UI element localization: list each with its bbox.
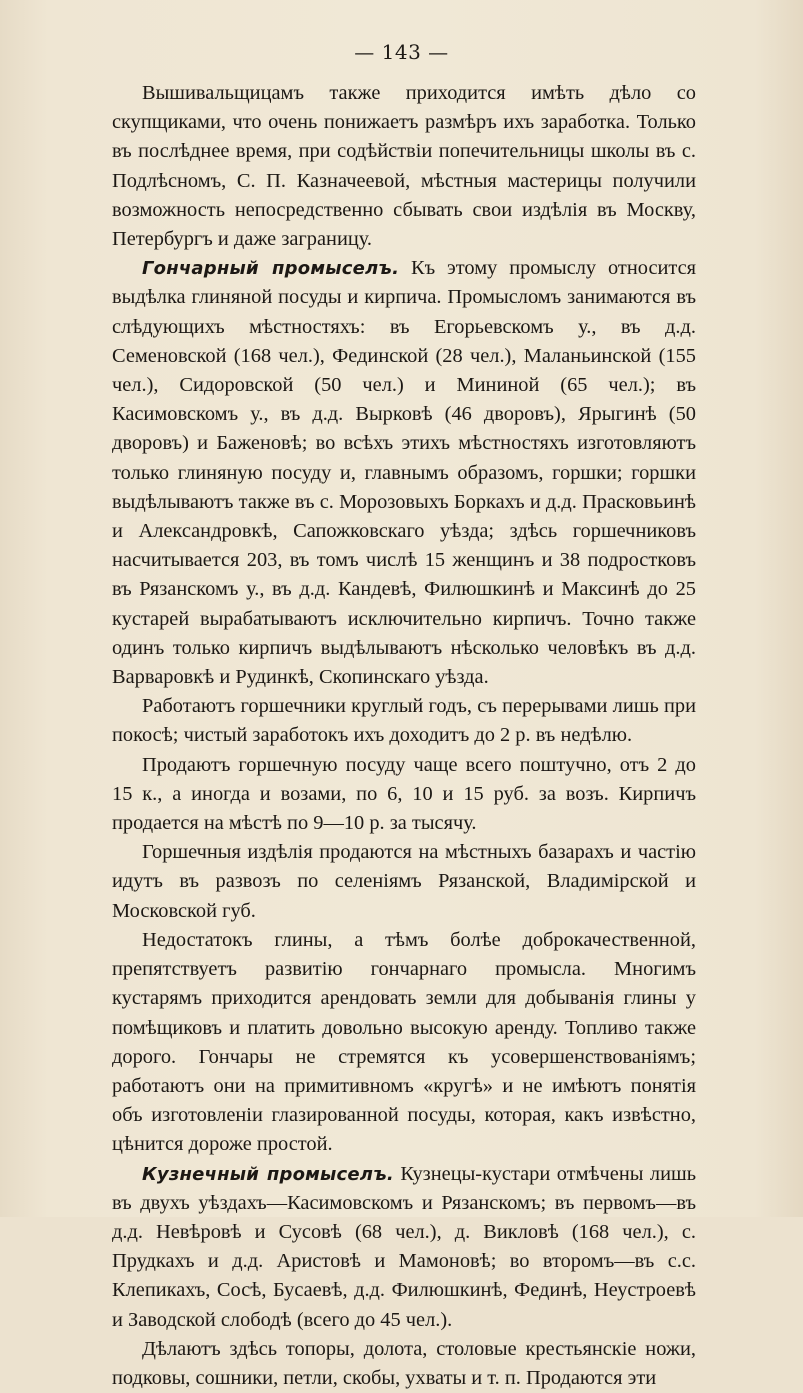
paragraph-embroidery: Вышивальщицамъ также приходится имѣть дѣло со скупщиками, что очень понижаетъ размѣръ ихъ заработка. Только въ послѣднее время, при содѣйствiи попечительницы школы въ с. Подлѣсномъ, С. П. Казначеевой, мѣстныя мастерицы получили возможность непосредственно сбывать свои издѣлiя въ Москву, Петербургъ и даже заграницу. — [112, 82, 696, 251]
paragraph-potters-work: Работаютъ горшечники круглый годъ, съ перерывами лишь при покосѣ; чистый заработокъ ихъ доходитъ до 2 р. въ недѣлю. — [112, 695, 696, 747]
paragraph-pottery — [112, 254, 696, 692]
paragraph-blacksmith — [112, 1160, 696, 1335]
paragraph-pottery-sales: Продаютъ горшечную посуду чаще всего поштучно, отъ 2 до 15 к., а иногда и возами, по 6, 10 и 15 руб. за возъ. Кирпичъ продается на мѣстѣ по 9—10 р. за тысячу. — [112, 753, 696, 835]
body-text — [112, 79, 696, 1393]
section-heading-blacksmith: Кузнечный промыселъ. — [142, 1163, 394, 1185]
paragraph-pottery-obstacles: Недостатокъ глины, а тѣмъ болѣе доброкачественной, препятствуетъ развитiю гончарнаго промысла. Многимъ кустарямъ приходится арендовать земли для добыванiя глины у помѣщиковъ и платить довольно высокую аренду. Топливо также дорого. Гончары не стремятся къ усовершенствованiямъ; работаютъ они на примитивномъ «кругѣ» и не имѣютъ понятiя объ изготовленiи глазированной посуды, которая, какъ извѣстно, цѣнится дороже простой. — [112, 928, 696, 1156]
section-heading-pottery: Гончарный промыселъ. — [142, 258, 400, 280]
page-number: — 143 — — [354, 40, 449, 64]
paragraph-pottery-markets: Горшечныя издѣлiя продаются на мѣстныхъ базарахъ и частiю идутъ въ развозъ по селенiямъ Рязанской, Владимiрской и Московской губ. — [112, 841, 696, 922]
paragraph-blacksmith-products: Дѣлаютъ здѣсь топоры, долота, столовые крестьянскiе ножи, подковы, сошники, петли, скобы, ухваты и т. п. Продаются эти — [112, 1337, 696, 1389]
paragraph-pottery-text: Къ этому промыслу относится выдѣлка глиняной посуды и кирпича. Промысломъ занимаются въ слѣдующихъ мѣстностяхъ: въ Егорьевскомъ у., въ д.д. Семеновской (168 чел.), Фединской (28 чел.), Маланьинской (155 чел.), Сидоровской (50 чел.) и Мининой (65 чел.); въ Касимовскомъ у., въ д.д. Выpковѣ (46 дворовъ), Ярыгинѣ (50 дворовъ) и Баженовѣ; во всѣхъ этихъ мѣстностяхъ изготовляютъ только глиняную посуду и, главнымъ образомъ, горшки; горшки выдѣлываютъ также въ с. Морозовыхъ Боркахъ и д.д. Прасковьинѣ и Александровкѣ, Сапожковскаго уѣзда; здѣсь горшечниковъ насчитывается 203, въ томъ числѣ 15 женщинъ и 38 подростковъ въ Рязанскомъ у., въ д.д. Кандевѣ, Филюшкинѣ и Максинѣ до 25 кустарей вырабатываютъ исключительно кирпичъ. Точно также одинъ только кирпичъ выдѣлываютъ нѣсколько человѣкъ въ д.д. Варваровкѣ и Рудинкѣ, Скопинскаго уѣзда. — [112, 257, 697, 689]
paragraph-blacksmith-text: Кузнецы-кустари отмѣчены лишь въ двухъ уѣздахъ—Касимовскомъ и Рязанскомъ; въ первомъ—въ д.д. Невѣровѣ и Сусовѣ (68 чел.), д. Викловѣ (168 чел.), с. Прудкахъ и д.д. Аристовѣ и Мамоновѣ; во второмъ—въ с.с. Клепикахъ, Сосѣ, Бусаевѣ, д.д. Филюшкинѣ, Фединѣ, Неустроевѣ и Заводской слободѣ (всего до 45 чел.). — [112, 1162, 696, 1331]
